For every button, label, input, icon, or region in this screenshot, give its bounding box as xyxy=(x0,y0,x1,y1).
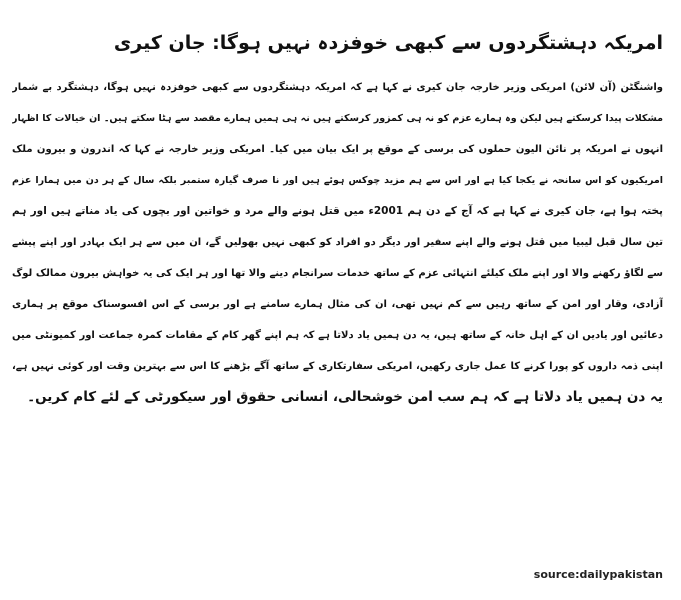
article-body xyxy=(12,72,663,413)
source-credit: source:dailypakistan xyxy=(533,568,663,581)
article-line: تین سال قبل لیبیا میں قتل ہونے والے اپنے سفیر اور دیگر دو افراد کو کبھی نہیں بھولیں گے، ان میں سے ہر ایک بہادر اور اپنے پیشے xyxy=(12,237,663,248)
article-line: انہوں نے امریکہ پر نائن الیون حملوں کی برسی کے موقع پر ایک بیان میں کیا۔ امریکی وزیر خارجہ نے کہا کہ اندرون و بیرون ملک xyxy=(12,144,663,155)
article-line: آزادی، وقار اور امن کے ساتھ رہیں سے کم نہیں تھی، ان کی مثال ہمارے سامنے ہے اور برسی کے اس افسوسناک موقع پر ہماری xyxy=(12,299,663,310)
article-line: پختہ ہوا ہے، جان کیری نے کہا ہے کہ آج کے دن ہم 2001ء میں قتل ہونے والے مرد و خواتین اور بچوں کی یاد مناتے ہیں اور ہم xyxy=(12,205,663,217)
article-line: واشنگٹن (آن لائن) امریکی وزیر خارجہ جان کیری نے کہا ہے کہ امریکہ دہشتگردوں سے کبھی خوفزدہ نہیں ہوگا، دہشتگرد بے شمار xyxy=(12,82,663,93)
article-line: یہ دن ہمیں یاد دلاتا ہے کہ ہم سب امن خوشحالی، انسانی حقوق اور سیکورٹی کے لئے کام کریں۔ xyxy=(27,389,663,405)
article-line: مشکلات پیدا کرسکتے ہیں لیکن وہ ہمارے عزم کو نہ ہی کمزور کرسکتے ہیں نہ ہی ہمیں ہمارے مقصد سے ہٹا سکتے ہیں۔ ان خیالات کا اظہار xyxy=(12,113,663,124)
article-line: سے لگاؤ رکھنے والا اور اپنے ملک کیلئے انتہائی عزم کے ساتھ خدمات سرانجام دینے والا تھا اور ہر ایک کی یہ خواہش بیرون ممالک لوگ xyxy=(12,268,663,279)
article-headline: امریکہ دہشتگردوں سے کبھی خوفزدہ نہیں ہوگا: جان کیری xyxy=(113,32,663,54)
article-line: دعائیں اور یادیں ان کے اہل خانہ کے ساتھ ہیں، یہ دن ہمیں یاد دلاتا ہے کہ ہم اپنے گھر کام کے مقامات کمرہ جماعت اور کمیونٹی میں xyxy=(12,330,663,341)
article-line: اپنی ذمہ داروں کو پورا کرنے کا عمل جاری رکھیں، امریکی سفارتکاری کے ساتھ آگے بڑھنے کا اس سے بہترین وقت اور کوئی نہیں ہے، xyxy=(12,361,663,372)
article-line: امریکیوں کو اس سانحہ نے یکجا کیا ہے اور اس سے ہم مزید چوکس ہوئے ہیں اور نا صرف گیارہ ستمبر بلکہ سال کے ہر دن میں ہمارا عزم xyxy=(12,175,663,186)
